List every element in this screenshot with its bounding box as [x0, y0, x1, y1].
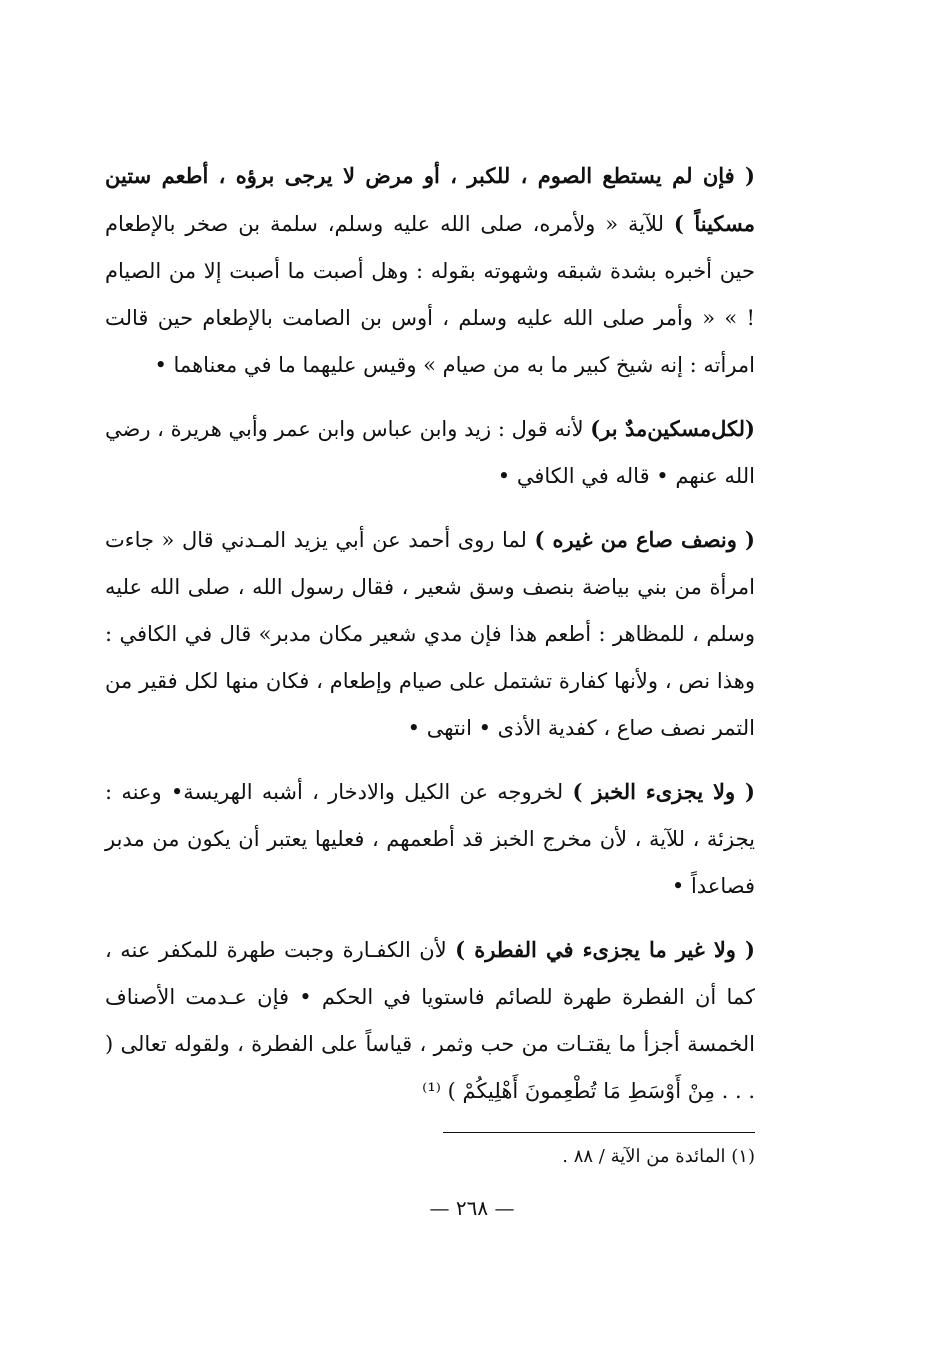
paragraph-5-body: لأن الكفـارة وجبت طهرة للمكفر عنه ، كما أن الفطرة طهرة للصائم فاستويا في الحكم • فإن عـدمت الأصناف الخمسة أجزأ ما يقتـات من حب وثمر ، قياساً على الفطرة ، ولقوله تعالى ( . . . مِنْ أَوْسَطِ مَا تُطْعِمونَ أَهْلِيكُمْ ) ⁽¹⁾ [105, 938, 755, 1103]
paragraph-3-body: لما روى أحمد عن أبي يزيد المـدني قال « جاءت امرأة من بني بياضة بنصف وسق شعير ، فقال رسول الله ، صلى الله عليه وسلم ، للمظاهر : أطعم هذا فإن مدي شعير مكان مدبر» قال في الكافي : وهذا نص ، ولأنها كفارة تشتمل على صيام وإطعام ، فكان منها لكل فقير من التمر نصف صاع ، كفدية الأذى • انتهى • [105, 528, 755, 740]
paragraph-4-body: لخروجه عن الكيل والادخار ، أشبه الهريسة• وعنه : يجزئة ، للآية ، لأن مخرج الخبز قد أطعمهم ، فعليها يعتبر أن يكون من مدبر فصاعداً • [105, 780, 755, 898]
paragraph-3 [105, 516, 755, 752]
paragraph-4 [105, 768, 755, 910]
paragraph-2-body: لأنه قول : زيد وابن عباس وابن عمر وأبي هريرة ، رضي الله عنهم • قاله في الكافي • [105, 417, 755, 488]
paragraph-2-lead: (لكل‌مسكين‌مدٌ بر) [590, 416, 755, 441]
paragraph-1-body: للآية « ولأمره، صلى الله عليه وسلم، سلمة بن صخر بالإطعام حين أخبره بشدة شبقه وشهوته بقوله : وهل أصبت ما أصبت إلا من الصيام ! » « وأمر صلى الله عليه وسلم ، أوس بن الصامت بالإطعام حين قالت امرأته : إنه شيخ كبير ما به من صيام » وقيس عليهما ما في معناهما • [105, 212, 755, 377]
main-text [105, 152, 755, 1115]
paragraph-5-lead: ( ولا غير ما يجزىء في الفطرة ) [455, 937, 755, 962]
paragraph-2 [105, 405, 755, 500]
paragraph-1 [105, 152, 755, 389]
page-number: — ٢٦٨ — [429, 1196, 515, 1220]
paragraph-5 [105, 926, 755, 1115]
footnote-divider [443, 1132, 755, 1133]
paragraph-3-lead: ( ونصف صاع من غيره ) [534, 527, 755, 552]
paragraph-1-lead: ( فإن لم يستطع الصوم ، للكبر ، أو مرض لا يرجى برؤه ، أطعم ستين مسكيناً ) [105, 163, 755, 236]
footnote: (١) المائدة من الآية / ٨٨ . [562, 1146, 755, 1167]
paragraph-4-lead: ( ولا يجزىء الخبز ) [572, 779, 755, 804]
